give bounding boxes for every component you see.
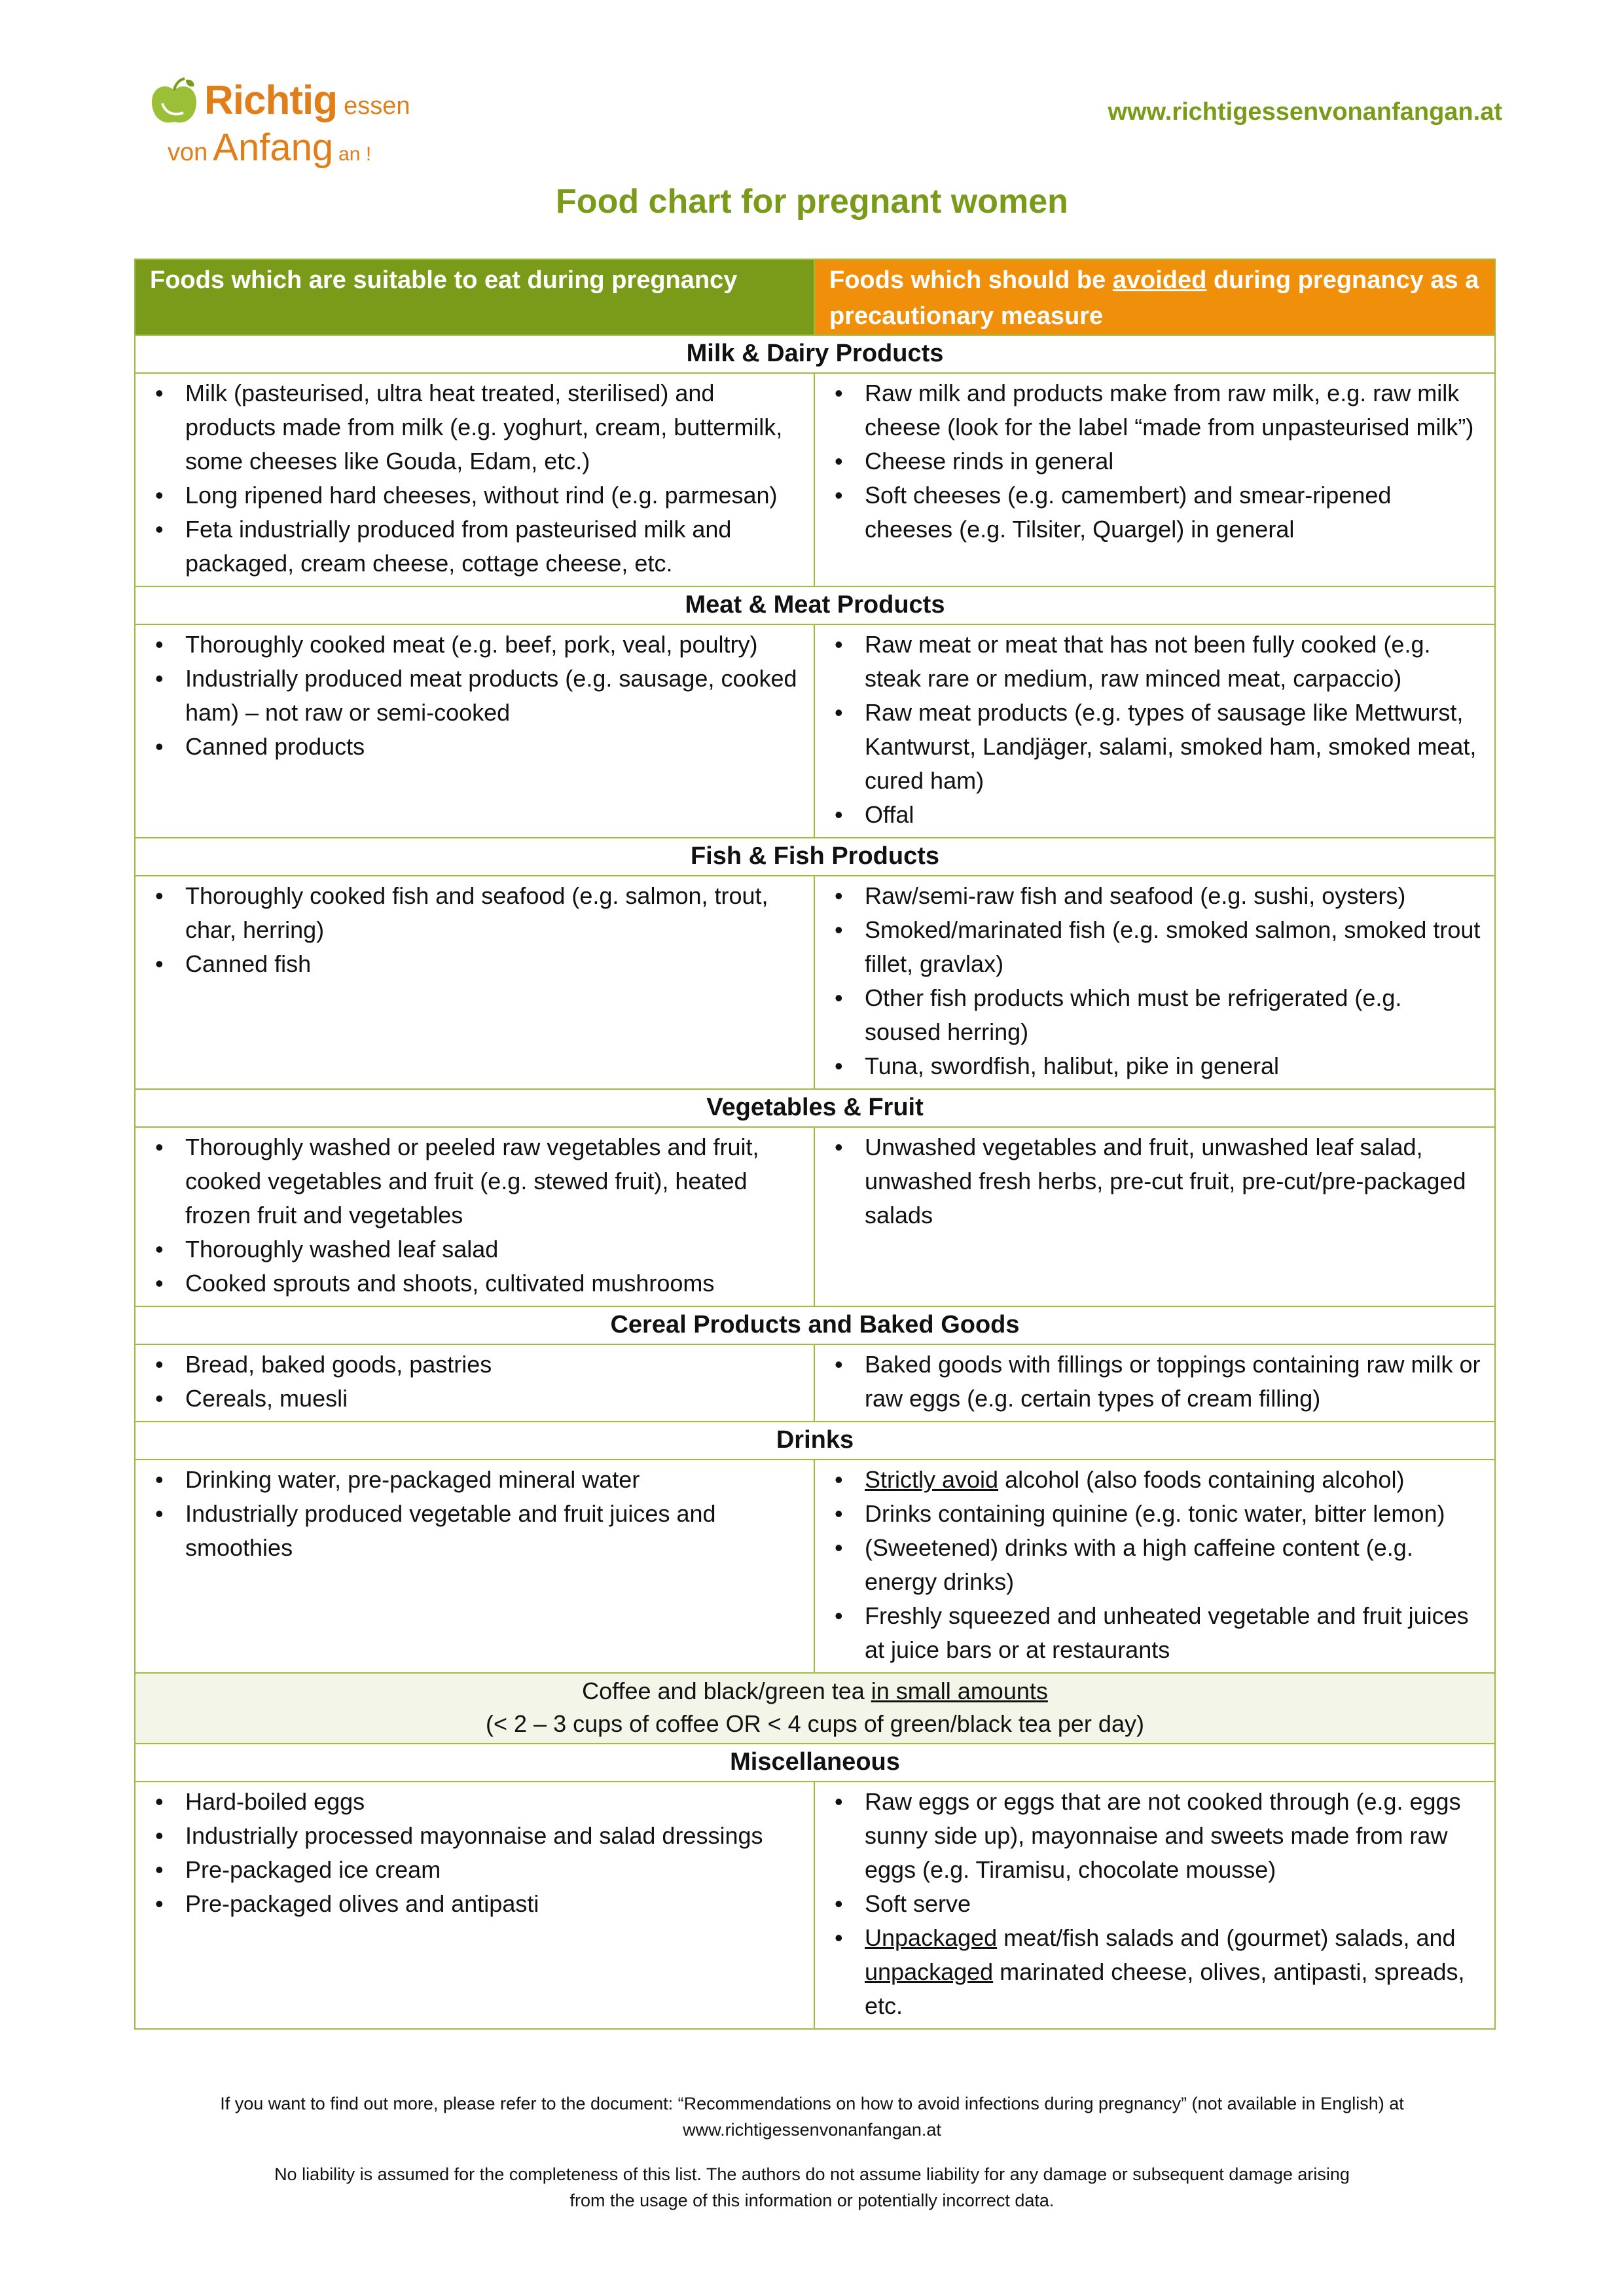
tea-note-underlined: in small amounts	[871, 1677, 1048, 1704]
section-title: Vegetables & Fruit	[135, 1088, 1494, 1126]
list-item: • Drinks containing quinine (e.g. tonic water, bitter lemon)	[815, 1497, 1484, 1531]
avoid-cell	[815, 876, 1494, 1088]
tea-note-text: Coffee and black/green tea	[582, 1677, 871, 1704]
apple-logo-icon	[148, 76, 200, 128]
logo-word-essen: essen	[344, 92, 410, 120]
header-suitable: Foods which are suitable to eat during pregnancy	[135, 260, 815, 334]
list-item: • Feta industrially produced from pasteurised milk and packaged, cream cheese, cottage cheese, etc.	[135, 512, 803, 581]
list-item: • Cooked sprouts and shoots, cultivated mushrooms	[135, 1266, 803, 1300]
section-row	[135, 1459, 1494, 1672]
list-item: • Tuna, swordfish, halibut, pike in general	[815, 1049, 1484, 1083]
list-item: • Thoroughly cooked meat (e.g. beef, pork, veal, poultry)	[135, 628, 803, 662]
suitable-cell	[135, 1782, 815, 2028]
site-url-link[interactable]: www.richtigessenvonanfangan.at	[1108, 98, 1502, 126]
section-row	[135, 624, 1494, 837]
unpackaged-underlined: Unpackaged	[865, 1924, 998, 1951]
list-item: • Industrially processed mayonnaise and salad dressings	[135, 1819, 803, 1853]
avoid-cell	[815, 1128, 1494, 1306]
list-item: • Raw eggs or eggs that are not cooked through (e.g. eggs sunny side up), mayonnaise and sweets made from raw eggs (e.g. Tiramisu, chocolate mousse)	[815, 1785, 1484, 1887]
list-item: • Drinking water, pre-packaged mineral water	[135, 1463, 803, 1497]
avoid-cell	[815, 1460, 1494, 1672]
logo-word-von: von	[168, 139, 208, 166]
section-row	[135, 1126, 1494, 1306]
section-row	[135, 1344, 1494, 1421]
tea-note-line2: (< 2 – 3 cups of coffee OR < 4 cups of green/black tea per day)	[486, 1710, 1144, 1737]
list-item: • Pre-packaged ice cream	[135, 1853, 803, 1887]
list-item: • Long ripened hard cheeses, without rind (e.g. parmesan)	[135, 478, 803, 512]
list-item: • Raw meat or meat that has not been fully cooked (e.g. steak rare or medium, raw minced meat, carpaccio)	[815, 628, 1484, 696]
list-item: • Bread, baked goods, pastries	[135, 1348, 803, 1382]
section-title: Miscellaneous	[135, 1743, 1494, 1781]
footer-disclaimer-line1: No liability is assumed for the completeness of this list. The authors do not assume liability for any damage or subsequent damage arising	[274, 2164, 1350, 2184]
list-item: • Industrially produced vegetable and fruit juices and smoothies	[135, 1497, 803, 1565]
list-item: • Canned fish	[135, 947, 803, 981]
header-avoid-underlined: avoided	[1112, 266, 1207, 294]
footer-reference-text: If you want to find out more, please refer to the document: “Recommendations on how to avoid infections during pregnancy” (not available in English) at	[220, 2094, 1404, 2113]
list-item: • Unwashed vegetables and fruit, unwashed leaf salad, unwashed fresh herbs, pre-cut fruit, pre-cut/pre-packaged salads	[815, 1130, 1484, 1232]
list-item	[815, 1463, 1484, 1497]
footer-disclaimer-line2: from the usage of this information or potentially incorrect data.	[569, 2191, 1055, 2210]
suitable-cell	[135, 1345, 815, 1421]
list-item: • Cheese rinds in general	[815, 444, 1484, 478]
list-item: • Cereals, muesli	[135, 1382, 803, 1416]
header-avoid-text-post: during pregnancy as a precautionary measure	[829, 266, 1479, 330]
suitable-cell	[135, 625, 815, 837]
unpackaged-text-mid: meat/fish salads and (gourmet) salads, and	[997, 1924, 1456, 1951]
food-chart-table	[134, 259, 1496, 2030]
logo-text-line1	[204, 77, 410, 124]
list-item: • Smoked/marinated fish (e.g. smoked salmon, smoked trout fillet, gravlax)	[815, 913, 1484, 981]
list-item: • Industrially produced meat products (e.g. sausage, cooked ham) – not raw or semi-cooked	[135, 662, 803, 730]
list-item: • Raw/semi-raw fish and seafood (e.g. sushi, oysters)	[815, 879, 1484, 913]
logo-text-line2	[168, 126, 371, 170]
section-title: Cereal Products and Baked Goods	[135, 1306, 1494, 1344]
suitable-cell	[135, 374, 815, 586]
suitable-cell	[135, 1128, 815, 1306]
avoid-cell	[815, 625, 1494, 837]
header-avoid-text-pre: Foods which should be	[829, 266, 1113, 294]
list-item: • Milk (pasteurised, ultra heat treated, sterilised) and products made from milk (e.g. yoghurt, cream, buttermilk, some cheeses like Gouda, Edam, etc.)	[135, 376, 803, 478]
section-row	[135, 875, 1494, 1088]
unpackaged-text-post: marinated cheese, olives, antipasti, spreads, etc.	[865, 1958, 1465, 2019]
list-item	[815, 1921, 1484, 2023]
list-item: • Offal	[815, 798, 1484, 832]
logo	[148, 71, 488, 175]
page-title: Food chart for pregnant women	[556, 183, 1068, 221]
list-item: • Freshly squeezed and unheated vegetable and fruit juices at juice bars or at restaurants	[815, 1599, 1484, 1667]
coffee-tea-note	[135, 1672, 1494, 1743]
list-item: • Pre-packaged olives and antipasti	[135, 1887, 803, 1921]
avoid-cell	[815, 1345, 1494, 1421]
logo-word-anfang: Anfang	[213, 126, 334, 169]
table-header-row	[135, 260, 1494, 334]
avoid-cell	[815, 374, 1494, 586]
strictly-avoid-underlined: Strictly avoid	[865, 1466, 999, 1493]
list-item: • Soft cheeses (e.g. camembert) and smear-ripened cheeses (e.g. Tilsiter, Quargel) in general	[815, 478, 1484, 547]
section-title: Drinks	[135, 1421, 1494, 1459]
section-title: Fish & Fish Products	[135, 837, 1494, 875]
list-item: • Soft serve	[815, 1887, 1484, 1921]
suitable-cell	[135, 1460, 815, 1672]
section-row	[135, 1781, 1494, 2028]
list-item: • Other fish products which must be refrigerated (e.g. soused herring)	[815, 981, 1484, 1049]
tea-note-line1	[135, 1675, 1494, 1708]
logo-word-richtig: Richtig	[204, 78, 338, 123]
footer-reference	[0, 2090, 1624, 2143]
list-item: • Raw milk and products make from raw milk, e.g. raw milk cheese (look for the label “made from unpasteurised milk”)	[815, 376, 1484, 444]
list-item: • Baked goods with fillings or toppings containing raw milk or raw eggs (e.g. certain types of cream filling)	[815, 1348, 1484, 1416]
list-item: • Raw meat products (e.g. types of sausage like Mettwurst, Kantwurst, Landjäger, salami, smoked ham, smoked meat, cured ham)	[815, 696, 1484, 798]
unpackaged-underlined: unpackaged	[865, 1958, 994, 1985]
footer-disclaimer	[0, 2161, 1624, 2214]
list-item: • Thoroughly cooked fish and seafood (e.g. salmon, trout, char, herring)	[135, 879, 803, 947]
list-item: • Hard-boiled eggs	[135, 1785, 803, 1819]
list-item: • Thoroughly washed leaf salad	[135, 1232, 803, 1266]
suitable-cell	[135, 876, 815, 1088]
footer-reference-url[interactable]: www.richtigessenvonanfangan.at	[683, 2120, 941, 2140]
list-item: • Thoroughly washed or peeled raw vegetables and fruit, cooked vegetables and fruit (e.g. stewed fruit), heated frozen fruit and vegetables	[135, 1130, 803, 1232]
list-item: • Canned products	[135, 730, 803, 764]
section-title: Milk & Dairy Products	[135, 334, 1494, 372]
strictly-avoid-rest: alcohol (also foods containing alcohol)	[998, 1466, 1405, 1493]
header-avoid	[815, 260, 1494, 334]
avoid-cell	[815, 1782, 1494, 2028]
section-title: Meat & Meat Products	[135, 586, 1494, 624]
list-item: • (Sweetened) drinks with a high caffeine content (e.g. energy drinks)	[815, 1531, 1484, 1599]
logo-word-an: an !	[338, 143, 372, 165]
section-row	[135, 372, 1494, 586]
